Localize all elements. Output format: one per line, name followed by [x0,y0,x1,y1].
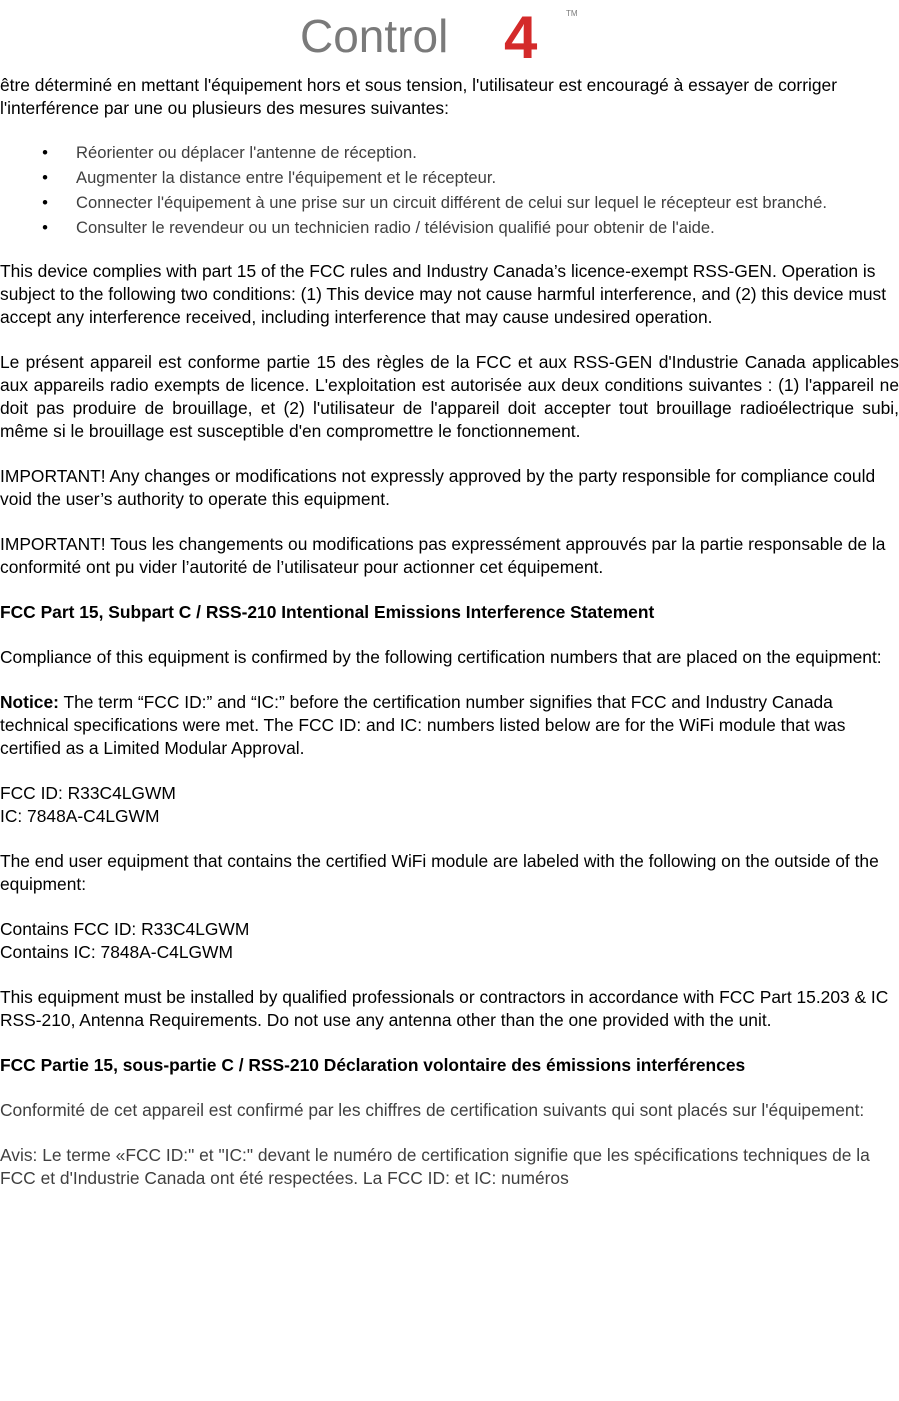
section-heading-fr: FCC Partie 15, sous-partie C / RSS-210 Déclaration volontaire des émissions interférences [0,1055,746,1075]
section-heading-en: FCC Part 15, Subpart C / RSS-210 Intentional Emissions Interference Statement [0,602,655,622]
list-item: • Réorienter ou déplacer l'antenne de réception. [0,142,899,163]
conformite-paragraph-fr: Conformité de cet appareil est confirmé par les chiffres de certification suivants qui sont placés sur l'équipement: [0,1100,865,1120]
bullet-icon: • [42,193,48,212]
control4-logo-graphic [298,4,598,66]
important-notice-en: IMPORTANT! Any changes or modifications not expressly approved by the party responsible for compliance could void the user’s authority to operate this equipment. [0,466,876,509]
control4-logo [298,4,598,66]
bullet-icon: • [42,143,48,162]
fcc-part15-statement-fr: Le présent appareil est conforme partie 15 des règles de la FCC et aux RSS-GEN d'Industrie Canada applicables aux appareils radio exempts de licence. L'exploitation est autorisée aux deux conditions suivantes : (1) l'appareil ne doit pas produire de brouillage, et (2) l'utilisateur de l'appareil doit accepter tout brouillage radioélectrique subi, même si le brouillage est susceptible d'en compromettre le fonctionnement. [0,352,899,441]
notice-label: Notice: [0,692,59,712]
logo-wordmark: Control [300,10,449,62]
important-notice-fr: IMPORTANT! Tous les changements ou modifications pas expressément approuvés par la partie responsable de la conformité ont pu vider l’autorité de l’utilisateur pour actionner cet équipement. [0,534,886,577]
list-item: • Consulter le revendeur ou un technicien radio / télévision qualifié pour obtenir de l'aide. [0,217,899,238]
mesures-list [0,142,899,238]
logo-trademark: TM [566,9,578,18]
list-item: • Connecter l'équipement à une prise sur un circuit différent de celui sur lequel le récepteur est branché. [0,192,899,213]
intro-paragraph: être déterminé en mettant l'équipement hors et sous tension, l'utilisateur est encouragé à essayer de corriger l'interférence par une ou plusieurs des mesures suivantes: [0,75,838,118]
fcc-part15-statement-en: This device complies with part 15 of the FCC rules and Industry Canada’s licence-exempt RSS-GEN. Operation is subject to the following two conditions: (1) This device may not cause harmful interference, and (2) this device must accept any interference received, including interference that may cause undesired operation. [0,261,887,327]
end-user-paragraph: The end user equipment that contains the certified WiFi module are labeled with the following on the outside of the equipment: [0,851,879,894]
document-body [0,74,899,1190]
notice-text: The term “FCC ID:” and “IC:” before the certification number signifies that FCC and Industry Canada technical specifications were met. The FCC ID: and IC: numbers listed below are for the WiFi module that was certified as a Limited Modular Approval. [0,692,846,758]
fcc-id: FCC ID: R33C4LGWM [0,783,176,803]
bullet-icon: • [42,168,48,187]
avis-paragraph-fr: Avis: Le terme «FCC ID:" et "IC:" devant le numéro de certification signifie que les spécifications techniques de la FCC et d'Industrie Canada ont été respectées. La FCC ID: et IC: numéros [0,1145,870,1188]
contains-fcc-id: Contains FCC ID: R33C4LGWM [0,919,250,939]
logo-mark-4: 4 [504,4,538,66]
contains-ic-id: Contains IC: 7848A-C4LGWM [0,942,233,962]
ic-id: IC: 7848A-C4LGWM [0,806,160,826]
notice-paragraph [0,691,899,760]
compliance-paragraph-en: Compliance of this equipment is confirmed by the following certification numbers that are placed on the equipment: [0,647,882,667]
list-item: • Augmenter la distance entre l'équipement et le récepteur. [0,167,899,188]
installation-paragraph: This equipment must be installed by qualified professionals or contractors in accordance with FCC Part 15.203 & IC RSS-210, Antenna Requirements. Do not use any antenna other than the one provided with the unit. [0,987,889,1030]
bullet-icon: • [42,218,48,237]
